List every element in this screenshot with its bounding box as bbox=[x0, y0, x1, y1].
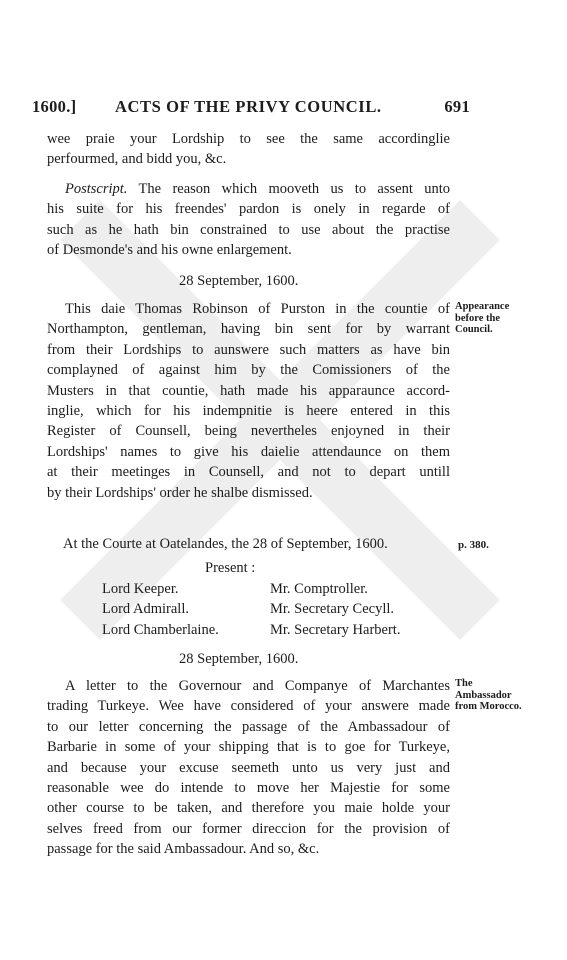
header-title: ACTS OF THE PRIVY COUNCIL. bbox=[115, 97, 382, 116]
text-line: at their meetinges in Counsell, and not to depart untill bbox=[47, 464, 450, 481]
text-line: trading Turkeye. Wee have considered of your answere made bbox=[47, 698, 450, 715]
present-label: Present : bbox=[205, 560, 256, 576]
text-line: his suite for his freendes' pardon is onely in regarde of bbox=[47, 201, 450, 218]
present-member: Mr. Comptroller. bbox=[270, 581, 368, 597]
margin-note-line: Council. bbox=[455, 324, 493, 335]
text-line: reasonable wee do intende to move her Majestie for some bbox=[47, 780, 450, 797]
text-line: passage for the said Ambassadour. And so, &c. bbox=[47, 841, 320, 858]
text-line: other course to be taken, and therefore you maie holde your bbox=[47, 800, 450, 817]
present-list-left bbox=[102, 579, 219, 640]
present-list-right bbox=[270, 579, 400, 640]
header-page-number: 691 bbox=[444, 97, 470, 116]
text-line: A letter to the Governour and Companye of Marchantes bbox=[65, 678, 450, 694]
header-year: 1600.] bbox=[32, 97, 77, 116]
text-line: complayned of against him by the Comissioners of the bbox=[47, 362, 450, 379]
postscript-label: Postscript. bbox=[65, 181, 128, 197]
text-line: such as he hath bin constrained to use about the practise bbox=[47, 221, 450, 238]
page-reference: p. 380. bbox=[458, 539, 489, 551]
text-line: Musters in that countie, hath made his apparaunce accord- bbox=[47, 382, 450, 399]
entry1-date: 28 September, 1600. bbox=[179, 273, 299, 289]
text-line bbox=[47, 179, 450, 199]
text-line: by their Lordships' order he shalbe dismissed. bbox=[47, 484, 313, 501]
margin-note-line: before the bbox=[455, 312, 500, 324]
text-line: of Desmonde's and his owne enlargement. bbox=[47, 242, 292, 259]
margin-note-line: Appearance bbox=[455, 301, 510, 312]
text-line: and because your excuse seemeth unto us very just and bbox=[47, 759, 450, 776]
present-member: Mr. Secretary Harbert. bbox=[270, 621, 401, 638]
text-line: Lordships' names to give his daielie attendaunce on them bbox=[47, 443, 450, 460]
postscript-first-line: The reason which mooveth us to assent unto bbox=[138, 181, 450, 197]
text-line: selves freed from our former direccion for the provision of bbox=[47, 820, 450, 837]
present-member: Lord Keeper. bbox=[102, 581, 179, 597]
text-line: Register of Counsell, being nevertheles enjoyned in their bbox=[47, 423, 450, 440]
entry1-paragraph bbox=[47, 299, 450, 503]
margin-note-line: Ambassador bbox=[455, 689, 512, 701]
margin-note-appearance bbox=[455, 301, 509, 336]
text-line: perfourmed, and bidd you, &c. bbox=[47, 151, 227, 168]
present-member: Mr. Secretary Cecyll. bbox=[270, 601, 395, 618]
court-heading: At the Courte at Oatelandes, the 28 of September, 1600. bbox=[63, 536, 388, 552]
text-line: Northampton, gentleman, having bin sent for by warrant bbox=[47, 321, 450, 338]
text-line: wee praie your Lordship to see the same accordinglie bbox=[47, 131, 450, 147]
entry2-paragraph bbox=[47, 676, 450, 860]
intro-paragraph bbox=[47, 129, 450, 170]
entry2-date: 28 September, 1600. bbox=[179, 651, 299, 667]
margin-note-ambassador bbox=[455, 678, 522, 713]
margin-note-line: from Morocco. bbox=[455, 701, 522, 712]
text-line: This daie Thomas Robinson of Purston in the countie of bbox=[65, 301, 450, 317]
present-member: Lord Chamberlaine. bbox=[102, 621, 219, 638]
margin-note-line: The bbox=[455, 678, 473, 689]
postscript-paragraph bbox=[47, 179, 450, 261]
text-line: to our letter concerning the passage of the Ambassadour of bbox=[47, 718, 450, 735]
text-line: from their Lordships to aunswere such matters as have bin bbox=[47, 341, 450, 358]
text-line: inglie, which for his indempnitie is heere entered in this bbox=[47, 403, 450, 420]
text-line: Barbarie in some of your shipping that is to goe for Turkeye, bbox=[47, 739, 450, 756]
present-member: Lord Admirall. bbox=[102, 601, 189, 618]
